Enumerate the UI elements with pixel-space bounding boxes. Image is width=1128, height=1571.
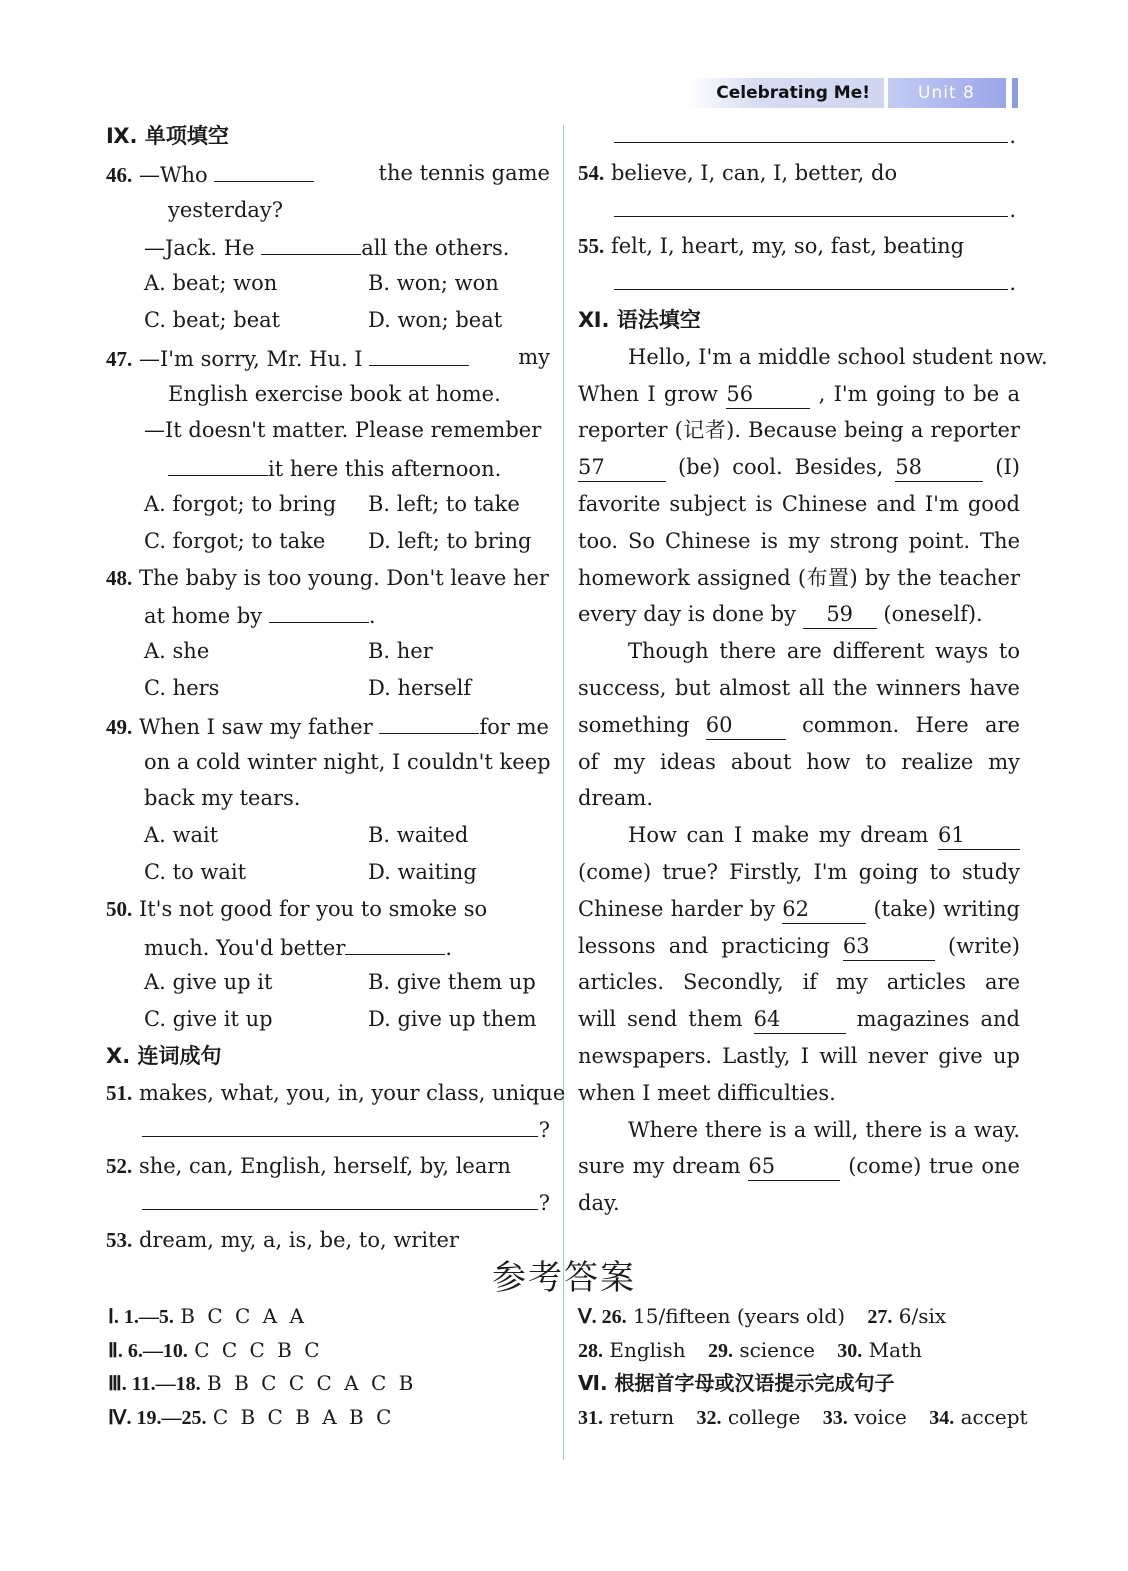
question-number: 52. [106, 1154, 133, 1179]
question-text: English exercise book at home. [168, 381, 501, 406]
question-number: 46. [106, 162, 133, 187]
passage-text: Chinese harder by [578, 896, 776, 921]
question-number: 48. [106, 565, 133, 590]
blank-57[interactable]: 57 [578, 453, 666, 482]
blank-59[interactable]: 59 [803, 600, 877, 629]
passage-line: dream. [578, 786, 654, 811]
section-10-title: Ⅹ. 连词成句 [106, 1043, 222, 1068]
answer-line[interactable] [614, 289, 1008, 290]
answer-line-53[interactable] [614, 142, 1008, 143]
question-text [106, 449, 550, 486]
answer-row [578, 1300, 1028, 1334]
passage-line [578, 891, 1020, 928]
answer-value: accept [960, 1404, 1028, 1429]
answer-row [108, 1367, 416, 1401]
end-punctuation: . [1009, 197, 1016, 222]
right-column [578, 118, 1048, 1222]
answer-label: 29. [707, 1339, 733, 1362]
answers-right [578, 1300, 1028, 1434]
passage-text: will send them [578, 1007, 743, 1032]
passage-line: Where there is a will, there is a way. [628, 1117, 1020, 1142]
question-number: 53. [106, 1227, 133, 1252]
question-54 [578, 155, 1020, 192]
answer-label: Ⅳ. 19.—25. [108, 1406, 207, 1429]
question-text: all the others. [361, 236, 510, 261]
answer-blank[interactable] [269, 596, 369, 623]
answer-label: 34. [929, 1406, 955, 1429]
option-a[interactable]: A. wait [144, 823, 219, 848]
answer-row [578, 1334, 1028, 1368]
unit-header [688, 78, 1021, 108]
question-text [106, 596, 550, 633]
header-accent-bar [1012, 78, 1018, 108]
passage-text: (be) cool. Besides, [677, 455, 884, 480]
blank-65[interactable]: 65 [748, 1152, 840, 1181]
answer-label: Ⅴ. 26. [578, 1306, 627, 1328]
option-a[interactable]: A. she [144, 639, 210, 664]
passage-text: (take) writing [873, 896, 1020, 921]
question-text: . [368, 604, 376, 629]
answer-value: voice [854, 1404, 907, 1429]
question-number: 49. [106, 714, 133, 739]
question-text [106, 928, 550, 965]
answer-blank[interactable] [345, 928, 445, 955]
answer-value: C B C B A B C [212, 1404, 395, 1429]
options-row [106, 1001, 550, 1038]
option-d[interactable]: D. waiting [368, 859, 477, 884]
section-9-title: Ⅸ. 单项填空 [106, 124, 229, 148]
answer-label: 28. [578, 1339, 603, 1362]
question-text: much. You'd better [144, 935, 346, 960]
blank-61[interactable]: 61 [938, 821, 1020, 850]
answer-blank[interactable] [261, 228, 361, 255]
answer-value: return [609, 1404, 675, 1429]
question-text: at home by [144, 604, 263, 629]
option-c[interactable]: C. forgot; to take [144, 528, 326, 553]
answer-line-row [578, 118, 1020, 155]
passage-text: How can I make my dream [628, 823, 929, 848]
question-text: yesterday? [168, 197, 284, 222]
passage-line [578, 928, 1020, 965]
answer-value: B C C A A [180, 1304, 307, 1328]
blank-60[interactable]: 60 [706, 711, 786, 740]
answer-blank[interactable] [369, 339, 469, 366]
answer-line[interactable] [142, 1136, 538, 1137]
answer-label: 27. [867, 1306, 893, 1328]
passage-line: favorite subject is Chinese and I'm good [578, 491, 1020, 516]
passage-text: (write) [948, 933, 1020, 958]
blank-56[interactable]: 56 [726, 380, 810, 409]
option-c[interactable]: C. to wait [144, 859, 247, 884]
answer-blank[interactable] [168, 449, 268, 476]
end-punctuation: ? [538, 1191, 550, 1216]
end-punctuation: ? [538, 1117, 550, 1142]
answer-value: 6/six [898, 1304, 947, 1328]
question-text: The baby is too young. Don't leave her [138, 565, 549, 590]
passage-text: common. Here are [802, 712, 1020, 737]
option-a[interactable]: A. beat; won [144, 271, 278, 296]
question-52 [106, 1148, 550, 1185]
question-number: 54. [578, 160, 605, 185]
answer-label: Ⅲ. 11.—18. [108, 1373, 201, 1395]
passage-line: articles. Secondly, if my articles are [578, 970, 1020, 995]
question-text: on a cold winter night, I couldn't keep [144, 749, 551, 774]
options-row [106, 817, 550, 854]
answer-row [108, 1334, 416, 1368]
options-row [106, 523, 550, 560]
answer-line-row [106, 1112, 550, 1149]
question-text: back my tears. [144, 786, 301, 811]
passage-text: When I grow [578, 381, 719, 406]
answer-row [578, 1401, 1028, 1435]
passage-text: , I'm going to be a [818, 381, 1020, 406]
question-number: 55. [578, 234, 605, 259]
passage-line [578, 596, 1020, 633]
option-c[interactable]: C. give it up [144, 1007, 273, 1032]
options-row [106, 854, 550, 891]
passage-text: (come) true one [848, 1154, 1020, 1179]
options-row [106, 633, 550, 670]
question-text: —Jack. He [144, 236, 255, 261]
question-text: the tennis game [378, 160, 550, 185]
passage-line [578, 1001, 1020, 1038]
word-list: she, can, English, herself, by, learn [138, 1154, 511, 1179]
question-47 [106, 339, 550, 376]
question-text: for me [479, 714, 549, 739]
word-list: dream, my, a, is, be, to, writer [138, 1227, 459, 1252]
passage-line: when I meet difficulties. [578, 1080, 836, 1105]
passage-line: newspapers. Lastly, I will never give up [578, 1043, 1020, 1068]
passage-line: reporter (记者). Because being a reporter [578, 418, 1020, 443]
answer-line-row [578, 265, 1020, 302]
end-punctuation: . [1009, 124, 1016, 148]
passage-text: (I) [995, 455, 1020, 480]
question-48 [106, 560, 550, 597]
option-a[interactable]: A. give up it [144, 970, 273, 995]
word-list: believe, I, can, I, better, do [610, 160, 898, 185]
passage-line [578, 817, 1020, 854]
option-b[interactable]: B. left; to take [368, 491, 520, 516]
passage-line: of my ideas about how to realize my [578, 749, 1020, 774]
question-50 [106, 891, 550, 928]
question-text: —Who [138, 162, 208, 187]
header-title: Celebrating Me! [688, 78, 884, 108]
option-b[interactable]: B. won; won [368, 271, 499, 296]
option-d[interactable]: D. herself [368, 675, 472, 700]
option-d[interactable]: D. give up them [368, 1007, 537, 1032]
section-11-title: Ⅺ. 语法填空 [578, 307, 701, 332]
passage-line: (come) true? Firstly, I'm going to study [578, 859, 1020, 884]
question-text [106, 228, 550, 265]
answer-label: Ⅱ. 6.—10. [108, 1339, 188, 1362]
answer-value: C C C B C [194, 1337, 323, 1362]
options-row [106, 670, 550, 707]
passage-line: Though there are different ways to [628, 639, 1020, 664]
question-number: 47. [106, 346, 133, 371]
passage-line [578, 707, 1020, 744]
passage-line: Hello, I'm a middle school student now. [628, 344, 1048, 369]
answer-line-row [578, 192, 1020, 229]
blank-64[interactable]: 64 [754, 1005, 846, 1034]
option-c[interactable]: C. beat; beat [144, 307, 281, 332]
answer-value: college [727, 1404, 801, 1429]
blank-62[interactable]: 62 [782, 895, 866, 924]
answer-value: English [609, 1337, 686, 1362]
options-row [106, 302, 550, 339]
passage-text: sure my dream [578, 1154, 741, 1179]
passage-line [578, 376, 1020, 413]
passage-text: lessons and practicing [578, 933, 830, 958]
answer-row [108, 1300, 416, 1334]
answers-left [108, 1300, 416, 1434]
answer-section-title: Ⅵ. 根据首字母或汉语提示完成句子 [578, 1371, 895, 1395]
question-text: . [445, 935, 453, 960]
question-text: it here this afternoon. [268, 457, 502, 482]
answer-label: 31. [578, 1406, 603, 1429]
option-b[interactable]: B. waited [368, 823, 469, 848]
options-row [106, 265, 550, 302]
option-d[interactable]: D. won; beat [368, 307, 503, 332]
answer-blank[interactable] [379, 707, 479, 734]
answer-line[interactable] [614, 216, 1008, 217]
passage-line: too. So Chinese is my strong point. The [578, 528, 1020, 553]
question-51 [106, 1075, 566, 1112]
passage-text: every day is done by [578, 602, 796, 627]
answer-label: 32. [696, 1406, 722, 1429]
option-b[interactable]: B. her [368, 639, 433, 664]
blank-58[interactable]: 58 [895, 453, 983, 482]
question-46 [106, 155, 550, 192]
question-text: It's not good for you to smoke so [138, 896, 488, 921]
left-column [106, 118, 566, 1259]
passage-text: something [578, 712, 690, 737]
question-text: my [518, 344, 550, 369]
passage-line: day. [578, 1191, 620, 1216]
option-c[interactable]: C. hers [144, 675, 220, 700]
question-text: —It doesn't matter. Please remember [144, 418, 542, 443]
answers-title: 参考答案 [492, 1258, 636, 1298]
answer-label: 30. [837, 1339, 863, 1362]
answer-label: 33. [822, 1406, 848, 1429]
answer-line[interactable] [142, 1209, 538, 1210]
question-text: When I saw my father [138, 714, 373, 739]
answer-value: science [739, 1337, 815, 1362]
option-d[interactable]: D. left; to bring [368, 528, 532, 553]
header-unit: Unit 8 [888, 78, 1006, 108]
answer-row [108, 1401, 416, 1435]
question-55 [578, 228, 1020, 265]
passage-text: (oneself). [883, 602, 983, 627]
answer-line-row [106, 1185, 550, 1222]
passage-line: homework assigned (布置) by the teacher [578, 565, 1020, 590]
answer-value: B B C C C A C B [207, 1371, 417, 1395]
question-text: —I'm sorry, Mr. Hu. I [138, 346, 363, 371]
options-row [106, 964, 550, 1001]
passage-line: success, but almost all the winners have [578, 675, 1020, 700]
word-list: felt, I, heart, my, so, fast, beating [610, 234, 965, 259]
options-row [106, 486, 550, 523]
end-punctuation: . [1009, 271, 1016, 296]
option-b[interactable]: B. give them up [368, 970, 536, 995]
answer-label: Ⅰ. 1.—5. [108, 1306, 174, 1328]
answer-blank[interactable] [214, 155, 314, 182]
passage-text: magazines and [856, 1007, 1020, 1032]
answer-value: 15/fifteen (years old) [633, 1304, 846, 1328]
question-49 [106, 707, 550, 744]
option-a[interactable]: A. forgot; to bring [144, 491, 337, 516]
passage-line [578, 1148, 1020, 1185]
answer-value: Math [868, 1337, 922, 1362]
passage-line [578, 449, 1020, 486]
word-list: makes, what, you, in, your class, unique [138, 1080, 566, 1105]
question-number: 51. [106, 1080, 133, 1105]
question-number: 50. [106, 896, 133, 921]
blank-63[interactable]: 63 [843, 932, 935, 961]
